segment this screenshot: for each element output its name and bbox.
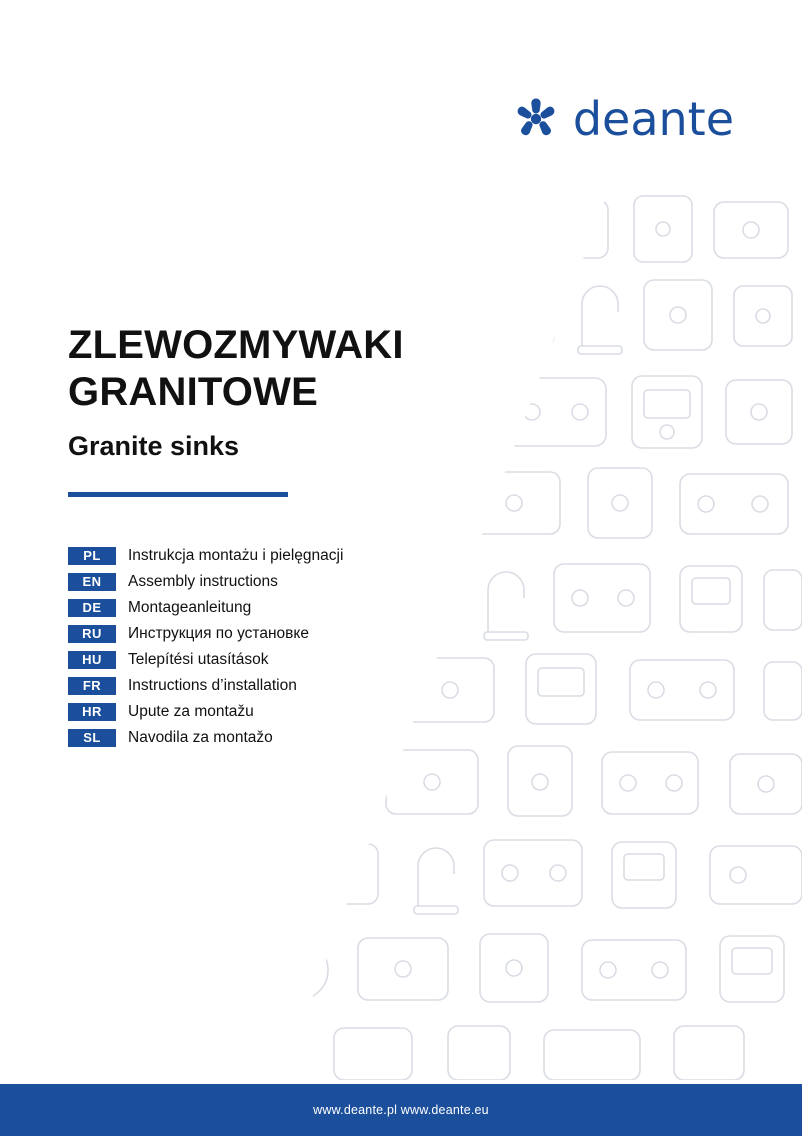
- language-badge-sl: SL: [68, 729, 116, 747]
- language-badge-hu: HU: [68, 651, 116, 669]
- list-item: [68, 571, 488, 592]
- brand-logo: [513, 92, 734, 146]
- page-subtitle: Granite sinks: [68, 431, 240, 462]
- language-label-de: Montageanleitung: [128, 598, 252, 616]
- page-title-line-1: ZLEWOZMYWAKI: [68, 323, 404, 367]
- language-label-hu: Telepítési utasítások: [128, 650, 269, 668]
- accent-rule: [68, 492, 288, 497]
- footer-website-text: www.deante.pl www.deante.eu: [313, 1103, 489, 1117]
- language-badge-pl: PL: [68, 547, 116, 565]
- language-label-sl: Navodila za montažo: [128, 728, 273, 746]
- page-title-line-2: GRANITOWE: [68, 370, 318, 415]
- deante-flower-mark-icon: [513, 96, 559, 142]
- list-item: [68, 727, 488, 748]
- language-badge-fr: FR: [68, 677, 116, 695]
- list-item: [68, 701, 488, 722]
- language-badge-en: EN: [68, 573, 116, 591]
- cover-title-block: [68, 322, 498, 497]
- page-footer: [0, 1084, 802, 1136]
- list-item: [68, 597, 488, 618]
- brand-name: deante: [572, 92, 734, 146]
- list-item: [68, 623, 488, 644]
- language-label-fr: Instructions d’installation: [128, 676, 297, 694]
- list-item: [68, 649, 488, 670]
- language-label-en: Assembly instructions: [128, 572, 278, 590]
- language-label-ru: Инструкция по установке: [128, 624, 309, 642]
- language-badge-hr: HR: [68, 703, 116, 721]
- language-badge-ru: RU: [68, 625, 116, 643]
- list-item: [68, 545, 488, 566]
- language-list: [68, 545, 488, 753]
- language-label-hr: Upute za montažu: [128, 702, 254, 720]
- list-item: [68, 675, 488, 696]
- language-label-pl: Instrukcja montażu i pielęgnacji: [128, 546, 344, 564]
- language-badge-de: DE: [68, 599, 116, 617]
